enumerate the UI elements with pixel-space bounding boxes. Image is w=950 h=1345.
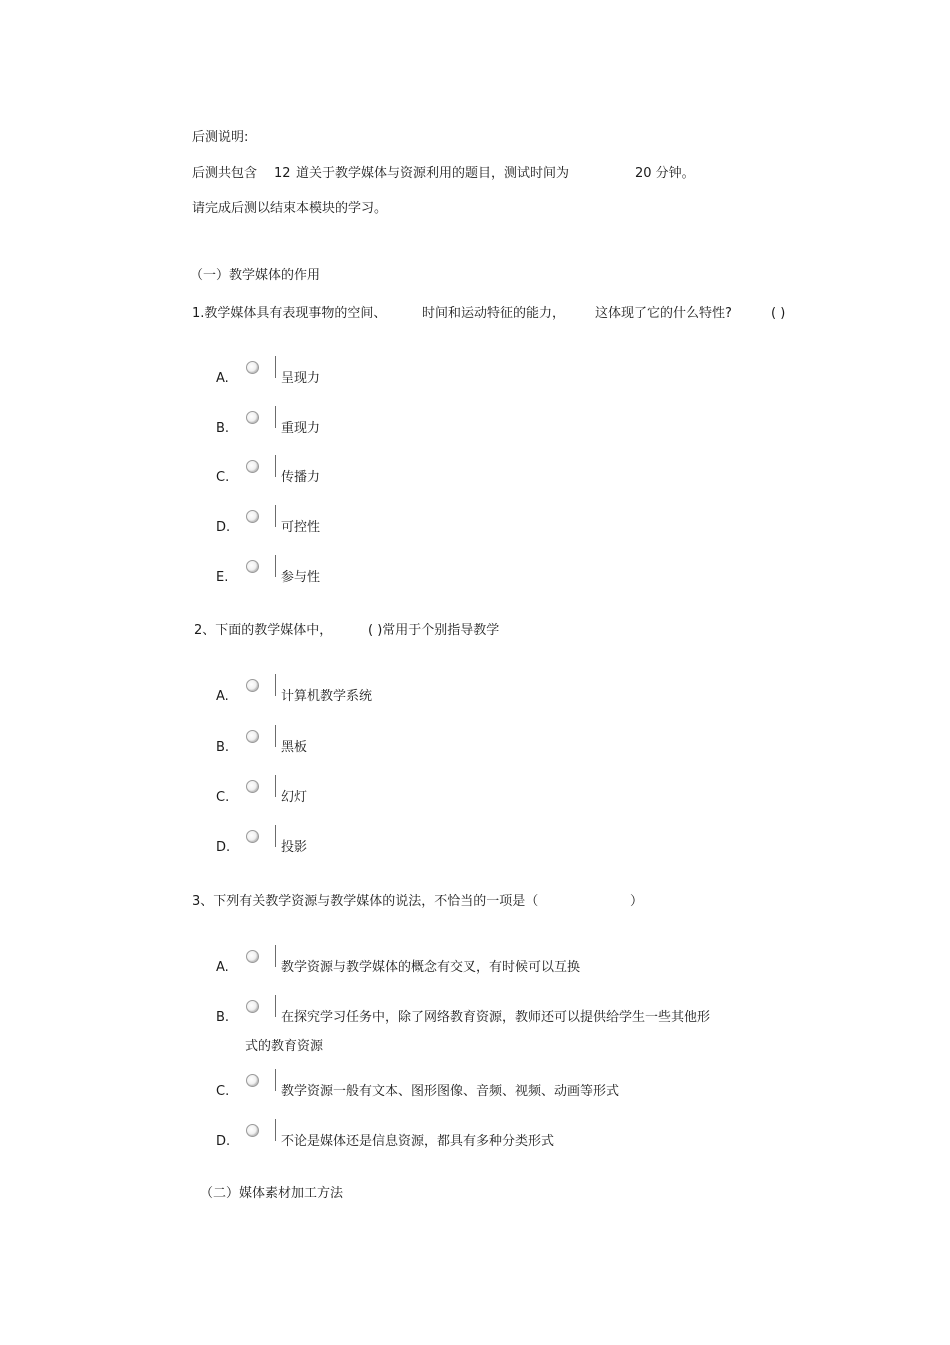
option-text: 传播力 [281, 470, 321, 485]
radio-button[interactable] [246, 510, 259, 523]
option-letter: C. [216, 470, 230, 485]
option-letter: A. [216, 689, 229, 704]
radio-button[interactable] [246, 1000, 259, 1013]
option-letter: D. [216, 1134, 231, 1149]
option-letter: A. [216, 960, 229, 975]
radio-button[interactable] [246, 950, 259, 963]
option-text: 黑板 [281, 740, 308, 755]
radio-button[interactable] [246, 780, 259, 793]
option-text: 不论是媒体还是信息资源，都具有多种分类形式 [281, 1134, 555, 1149]
intro-time-limit: 20 分钟。 [635, 166, 695, 181]
radio-button[interactable] [246, 361, 259, 374]
divider [275, 674, 276, 696]
radio-button[interactable] [246, 1124, 259, 1137]
divider [275, 945, 276, 967]
option-text-continued: 式的教育资源 [245, 1039, 324, 1054]
radio-button[interactable] [246, 1074, 259, 1087]
q1-stem-b: 时间和运动特征的能力， [422, 306, 566, 321]
option-letter: D. [216, 840, 231, 855]
option-text: 投影 [281, 840, 308, 855]
option-text: 呈现力 [281, 371, 321, 386]
intro-heading: 后测说明: [192, 130, 249, 145]
divider [275, 555, 276, 577]
radio-button[interactable] [246, 460, 259, 473]
option-text: 可控性 [281, 520, 321, 535]
divider [275, 775, 276, 797]
divider [275, 995, 276, 1017]
section-heading-1: （一）教学媒体的作用 [190, 268, 321, 283]
option-letter: B. [216, 421, 230, 436]
q1-stem-a: 1.教学媒体具有表现事物的空间、 [192, 306, 387, 321]
radio-button[interactable] [246, 560, 259, 573]
divider [275, 505, 276, 527]
section-heading-2: （二）媒体素材加工方法 [200, 1186, 344, 1201]
radio-button[interactable] [246, 830, 259, 843]
divider [275, 1069, 276, 1091]
q3-stem: 3、下列有关教学资源与教学媒体的说法，不恰当的一项是（ [192, 894, 539, 909]
intro-question-count: 12 [274, 166, 291, 181]
option-text: 参与性 [281, 570, 321, 585]
option-letter: A. [216, 371, 229, 386]
radio-button[interactable] [246, 679, 259, 692]
radio-button[interactable] [246, 411, 259, 424]
q2-stem-a: 2、下面的教学媒体中， [194, 623, 333, 638]
divider [275, 406, 276, 428]
radio-button[interactable] [246, 730, 259, 743]
option-text: 重现力 [281, 421, 321, 436]
q1-stem-c: 这体现了它的什么特性? [595, 306, 732, 321]
option-text: 幻灯 [281, 790, 308, 805]
divider [275, 825, 276, 847]
q2-stem-b: ( )常用于个别指导教学 [368, 623, 500, 638]
q1-answer-blank: ( ) [771, 306, 786, 321]
option-text: 教学资源一般有文本、图形图像、音频、视频、动画等形式 [281, 1084, 620, 1099]
option-text: 教学资源与教学媒体的概念有交叉，有时候可以互换 [281, 960, 581, 975]
intro-line1-a: 后测共包含 [192, 166, 258, 181]
option-letter: B. [216, 740, 230, 755]
intro-line2: 请完成后测以结束本模块的学习。 [192, 201, 388, 216]
q3-answer-blank-close: ） [630, 894, 644, 909]
option-letter: E. [216, 570, 229, 585]
option-letter: C. [216, 790, 230, 805]
option-text: 在探究学习任务中，除了网络教育资源，教师还可以提供给学生一些其他形 [281, 1010, 711, 1025]
divider [275, 455, 276, 477]
option-letter: B. [216, 1010, 230, 1025]
divider [275, 725, 276, 747]
option-letter: C. [216, 1084, 230, 1099]
intro-line1-b: 道关于教学媒体与资源利用的题目，测试时间为 [296, 166, 570, 181]
divider [275, 356, 276, 378]
option-text: 计算机教学系统 [281, 689, 373, 704]
option-letter: D. [216, 520, 231, 535]
divider [275, 1119, 276, 1141]
